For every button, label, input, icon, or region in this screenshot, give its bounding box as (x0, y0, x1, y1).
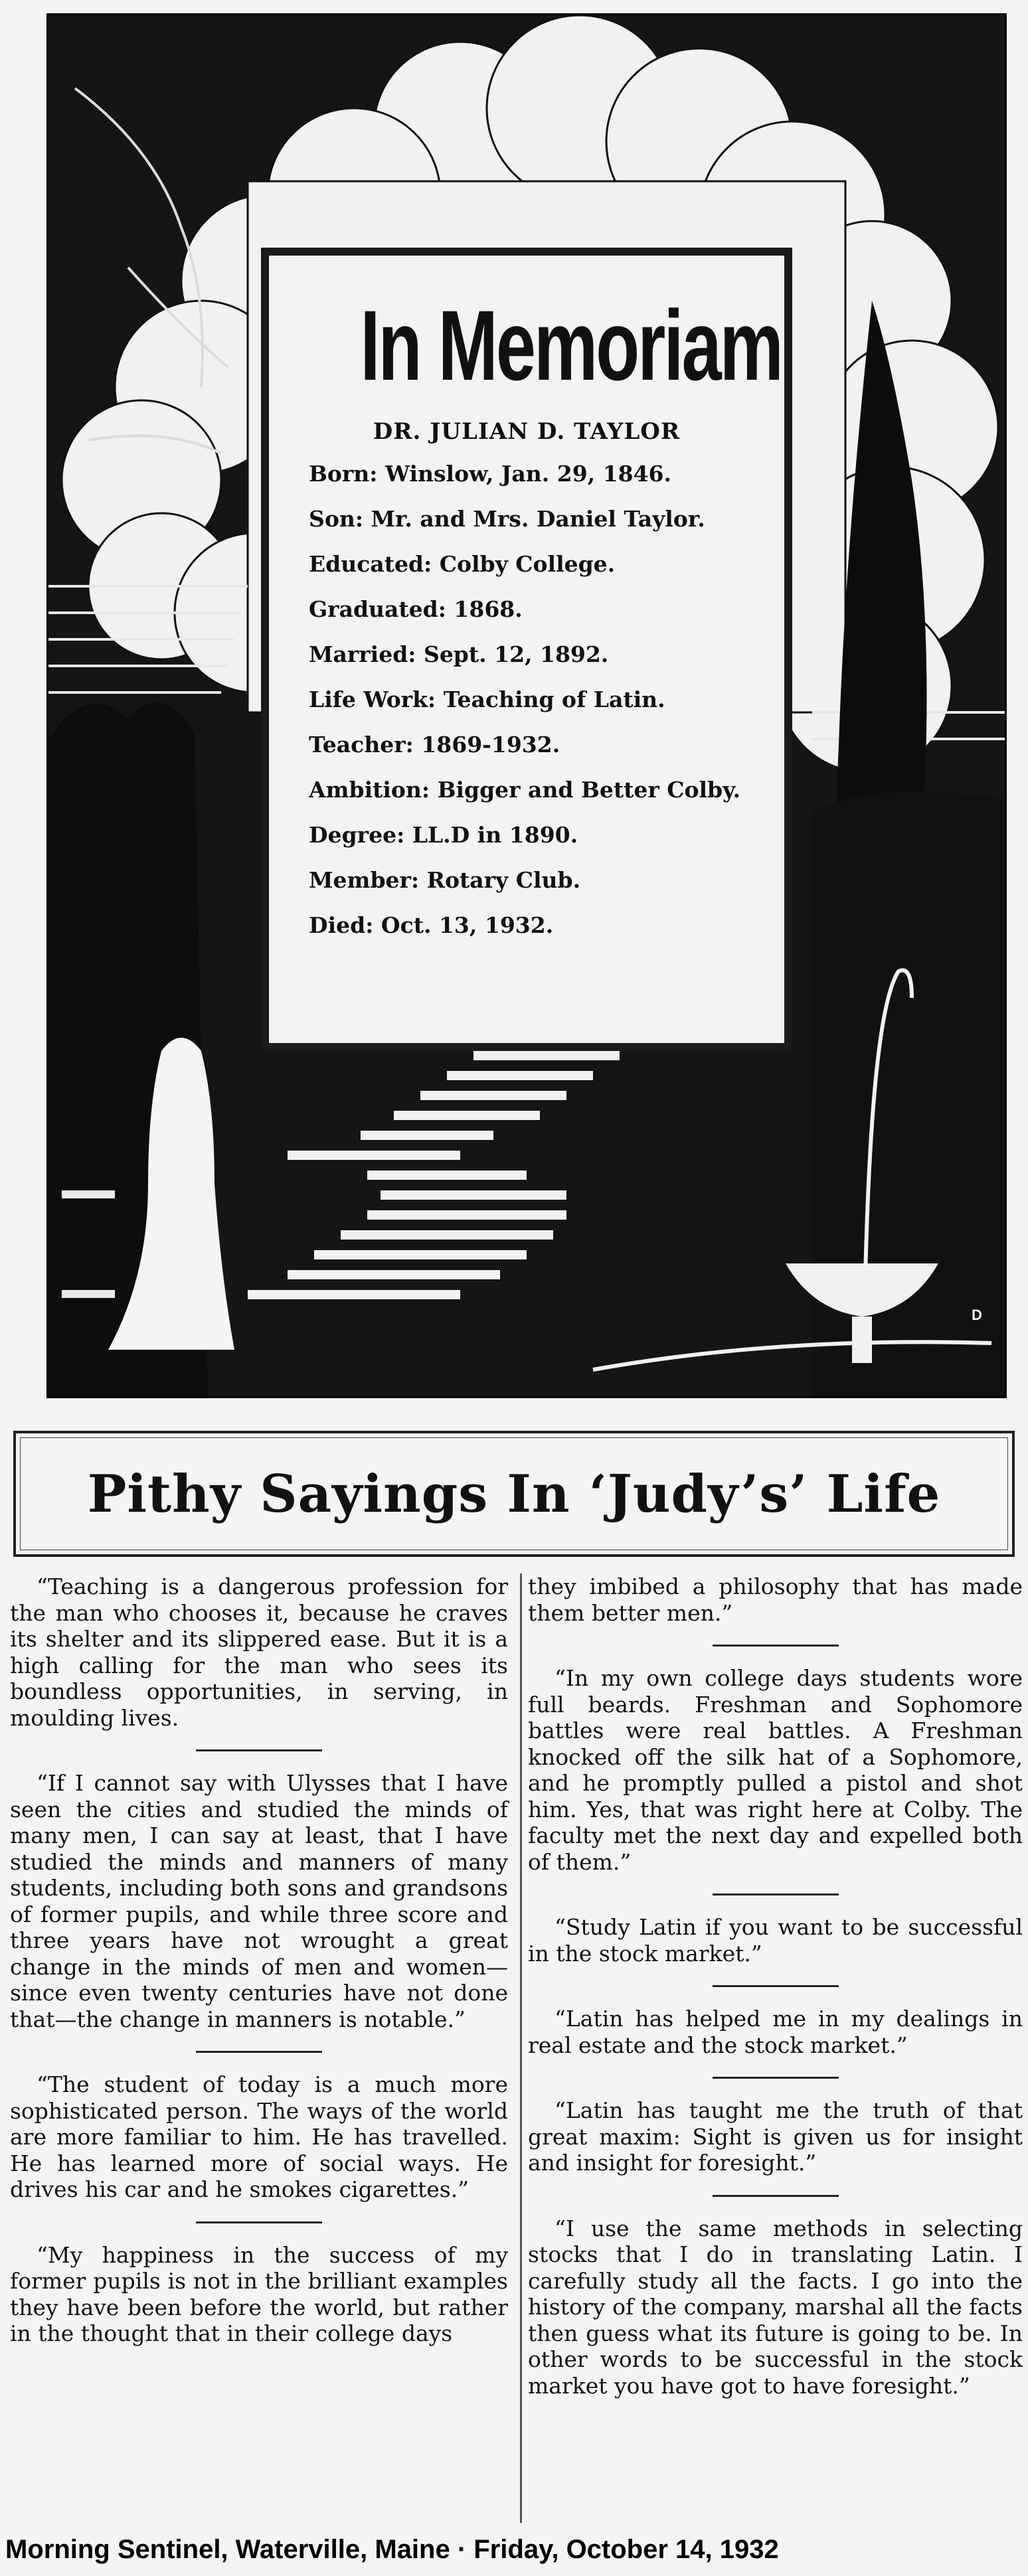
fact-graduated: Graduated: 1868. (309, 596, 523, 622)
source-caption: Morning Sentinel, Waterville, Maine · Friday, October 14, 1932 (5, 2535, 779, 2564)
memoriam-title: In Memoriam (360, 289, 782, 401)
memoriam-name: DR. JULIAN D. TAYLOR (373, 418, 681, 445)
headline: Pithy Sayings In ‘Judy’s’ Life (87, 1463, 941, 1524)
fact-died: Died: Oct. 13, 1932. (309, 912, 554, 938)
memoriam-facts (296, 461, 758, 939)
article-column-left (10, 1573, 508, 2347)
article-paragraph: “I use the same methods in selecting stocks that I do in translating Latin. I carefully study all the facts. I go into the history of the company, marshal all the facts then guess what its future is going to be. In other words to be successful in the stock market you have got to have foresight.” (528, 2215, 1023, 2399)
paragraph-separator (713, 1985, 839, 1987)
fact-educated: Educated: Colby College. (309, 551, 616, 577)
fact-life-work: Life Work: Teaching of Latin. (309, 686, 665, 712)
article-paragraph: “Latin has taught me the truth of that great maxim: Sight is given us for insight and insight for foresight.” (528, 2097, 1023, 2176)
fact-born: Born: Winslow, Jan. 29, 1846. (309, 461, 671, 487)
fact-teacher: Teacher: 1869-1932. (309, 732, 560, 758)
article-paragraph: “The student of today is a much more sophisticated person. The ways of the world are more familiar to him. He has travelled. He has learned more of social ways. He drives his car and he smokes cigarettes.” (10, 2071, 508, 2202)
fact-degree: Degree: LL.D in 1890. (309, 822, 578, 848)
fact-son: Son: Mr. and Mrs. Daniel Taylor. (309, 506, 705, 532)
article-paragraph: “Latin has helped me in my dealings in real estate and the stock market.” (528, 2006, 1023, 2058)
fact-married: Married: Sept. 12, 1892. (309, 641, 609, 667)
column-divider (520, 1573, 522, 2523)
article-paragraph: “Teaching is a dangerous profession for the man who chooses it, because he craves its shelter and its slippered ease. But it is a high calling for the man who sees its boundless opportunities, in serving, in moulding lives. (10, 1573, 508, 1731)
memorial-illustration (46, 13, 1007, 1398)
article-paragraph: “My happiness in the success of my former pupils is not in the brilliant examples they have been before the world, but rather in the thought that in their college days (10, 2241, 508, 2346)
paragraph-separator (196, 2221, 322, 2223)
paragraph-separator (196, 1749, 322, 1751)
fact-member: Member: Rotary Club. (309, 867, 581, 893)
article-paragraph: “In my own college days students wore full beards. Freshman and Sophomore battles were real battles. A Freshman knocked off the silk hat of a Sophomore, and he promptly pulled a pistol and shot him. Yes, that was right here at Colby. The faculty met the next day and expelled both of them.” (528, 1665, 1023, 1875)
paragraph-separator (713, 1645, 839, 1647)
article-paragraph: “If I cannot say with Ulysses that I have seen the cities and studied the minds of many men, I can say at least, that I have studied the minds and manners of many students, including both sons and grandsons of former pupils, and while three score and three years have not wrought a great change in the minds of men and women—since even twenty centuries have not done that—the change in manners is notable.” (10, 1770, 508, 2032)
article-column-right (528, 1573, 1023, 2399)
headline-box (13, 1431, 1015, 1557)
paragraph-separator (196, 2051, 322, 2053)
article-body (0, 1573, 1028, 2523)
fact-ambition: Ambition: Bigger and Better Colby. (309, 777, 741, 803)
article-paragraph-continuation: they imbibed a philosophy that has made them better men.” (528, 1573, 1023, 1626)
paragraph-separator (713, 2195, 839, 2197)
paragraph-separator (713, 2077, 839, 2079)
article-paragraph: “Study Latin if you want to be successful in the stock market.” (528, 1914, 1023, 1967)
memoriam-card (261, 248, 792, 1051)
paragraph-separator (713, 1893, 839, 1895)
artist-signature: D (972, 1307, 982, 1323)
